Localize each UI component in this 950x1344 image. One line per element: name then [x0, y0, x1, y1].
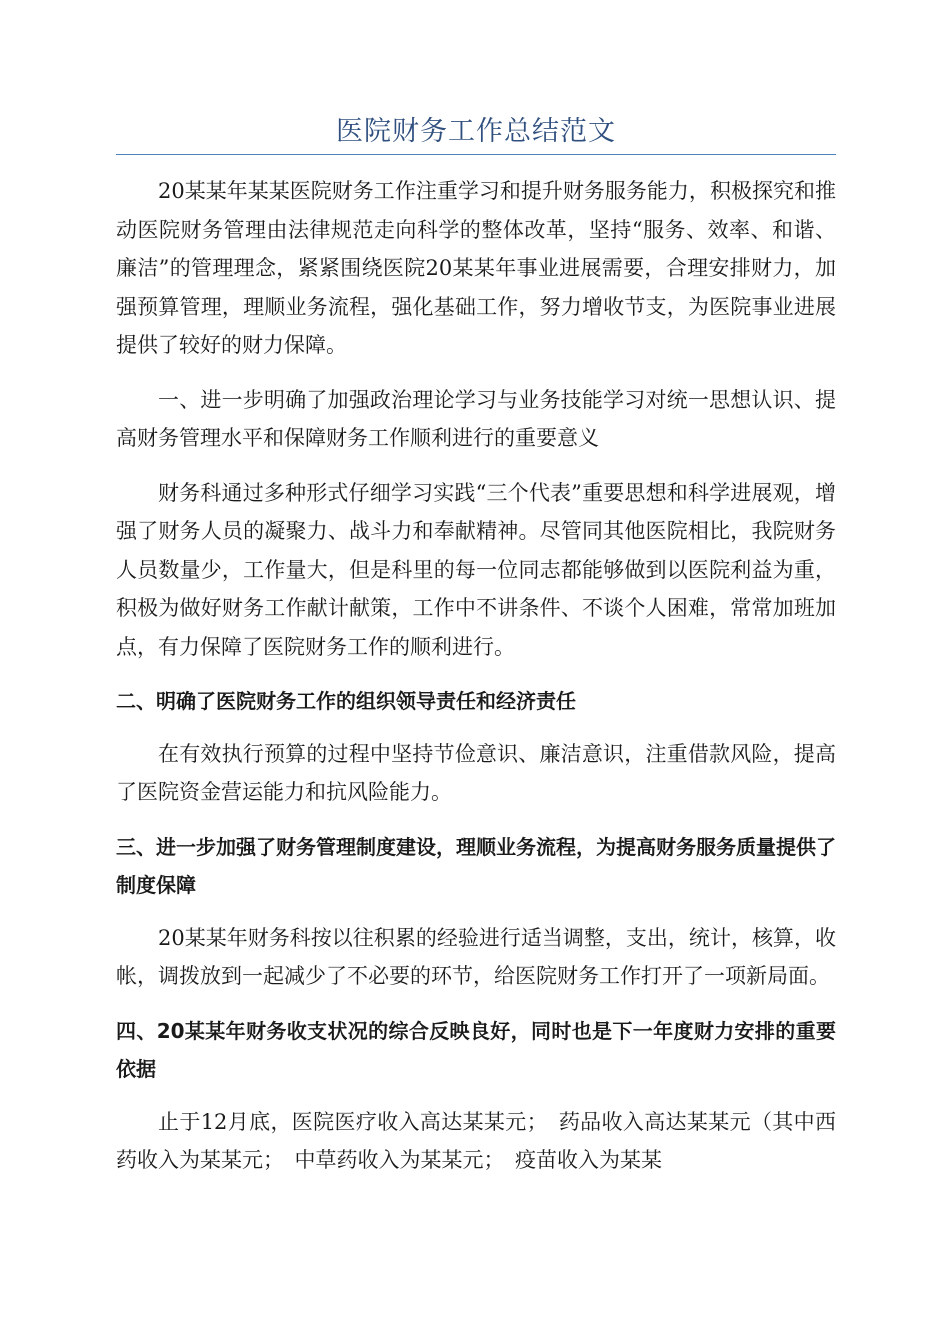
- paragraph-intro: 20某某年某某医院财务工作注重学习和提升财务服务能力，积极探究和推动医院财务管理由法律规范走向科学的整体改革，坚持“服务、效率、和谐、廉洁”的管理理念，紧紧围绕医院20某某年事业进展需要，合理安排财力，加强预算管理，理顺业务流程，强化基础工作，努力增收节支，为医院事业进展提供了较好的财力保障。: [116, 179, 836, 357]
- paragraph-budget: 在有效执行预算的过程中坚持节俭意识、廉洁意识，注重借款风险，提高了医院资金营运能力和抗风险能力。: [116, 741, 836, 804]
- paragraph-study: 财务科通过多种形式仔细学习实践“三个代表”重要思想和科学进展观，增强了财务人员的凝聚力、战斗力和奉献精神。尽管同其他医院相比，我院财务人员数量少，工作量大，但是科里的每一位同志都能够做到以医院利益为重，积极为做好财务工作献计献策，工作中不讲条件、不谈个人困难，常常加班加点，有力保障了医院财务工作的顺利进行。: [116, 480, 836, 659]
- heading-section-three: 三、进一步加强了财务管理制度建设，理顺业务流程，为提高财务服务质量提供了制度保障: [116, 834, 836, 897]
- heading-section-four: 四、20某某年财务收支状况的综合反映良好，同时也是下一年度财力安排的重要依据: [116, 1018, 836, 1081]
- document-title: 医院财务工作总结范文: [336, 116, 616, 147]
- heading-section-two: 二、明确了医院财务工作的组织领导责任和经济责任: [116, 689, 576, 713]
- paragraph-section-one: 一、进一步明确了加强政治理论学习与业务技能学习对统一思想认识、提高财务管理水平和保障财务工作顺利进行的重要意义: [116, 387, 836, 450]
- document-body: [116, 172, 836, 1196]
- paragraph-process: 20某某年财务科按以往积累的经验进行适当调整，支出，统计，核算，收帐，调拨放到一起减少了不必要的环节，给医院财务工作打开了一项新局面。: [116, 925, 836, 988]
- title-underline: [116, 154, 836, 155]
- paragraph-income: 止于12月底，医院医疗收入高达某某元； 药品收入高达某某元（其中西药收入为某某元； 中草药收入为某某元； 疫苗收入为某某: [116, 1109, 836, 1172]
